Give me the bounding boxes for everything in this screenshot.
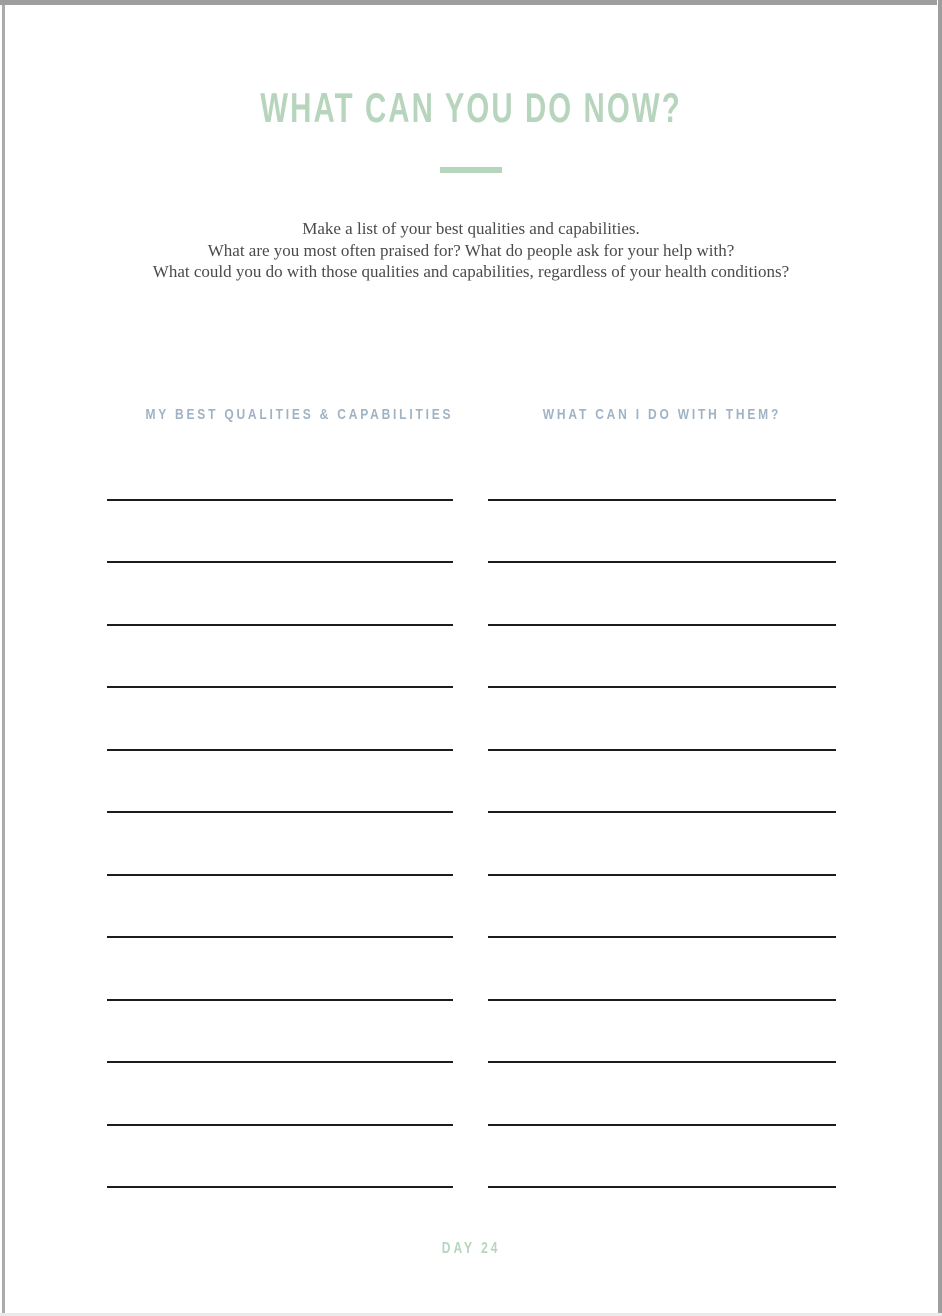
blank-writing-line: [488, 749, 836, 751]
column-uses: [488, 0, 836, 1316]
blank-writing-line: [488, 499, 836, 501]
blank-writing-line: [107, 749, 453, 751]
column-header-uses-text: WHAT CAN I DO WITH THEM?: [542, 406, 782, 423]
blank-writing-line: [488, 624, 836, 626]
instruction-line: What could you do with those qualities and capabilities, regardless of your health conditions?: [152, 262, 790, 281]
blank-writing-line: [488, 874, 836, 876]
blank-writing-line: [107, 936, 453, 938]
page-border-right: [937, 0, 942, 1316]
page-title-text: WHAT CAN YOU DO NOW?: [260, 84, 682, 131]
blank-writing-line: [488, 1124, 836, 1126]
day-label: [0, 1240, 942, 1258]
blank-lines-uses: [488, 0, 836, 1316]
blank-writing-line: [107, 561, 453, 563]
instruction-line: What are you most often praised for? What do people ask for your help with?: [207, 240, 735, 260]
blank-lines-qualities: [107, 0, 453, 1316]
blank-writing-line: [488, 811, 836, 813]
blank-writing-line: [107, 686, 453, 688]
day-label-text: DAY 24: [441, 1240, 501, 1257]
blank-writing-line: [107, 874, 453, 876]
blank-writing-line: [107, 1186, 453, 1188]
column-header-qualities-text: MY BEST QUALITIES & CAPABILITIES: [145, 406, 454, 423]
column-qualities: [107, 0, 453, 1316]
blank-writing-line: [488, 1061, 836, 1063]
blank-writing-line: [107, 499, 453, 501]
blank-writing-line: [107, 624, 453, 626]
blank-writing-line: [107, 999, 453, 1001]
blank-writing-line: [107, 811, 453, 813]
blank-writing-line: [107, 1061, 453, 1063]
blank-writing-line: [488, 1186, 836, 1188]
blank-writing-line: [107, 1124, 453, 1126]
instruction-line: Make a list of your best qualities and capabilities.: [302, 219, 640, 238]
blank-writing-line: [488, 999, 836, 1001]
blank-writing-line: [488, 936, 836, 938]
blank-writing-line: [488, 561, 836, 563]
page-border-left: [2, 5, 5, 1316]
blank-writing-line: [488, 686, 836, 688]
